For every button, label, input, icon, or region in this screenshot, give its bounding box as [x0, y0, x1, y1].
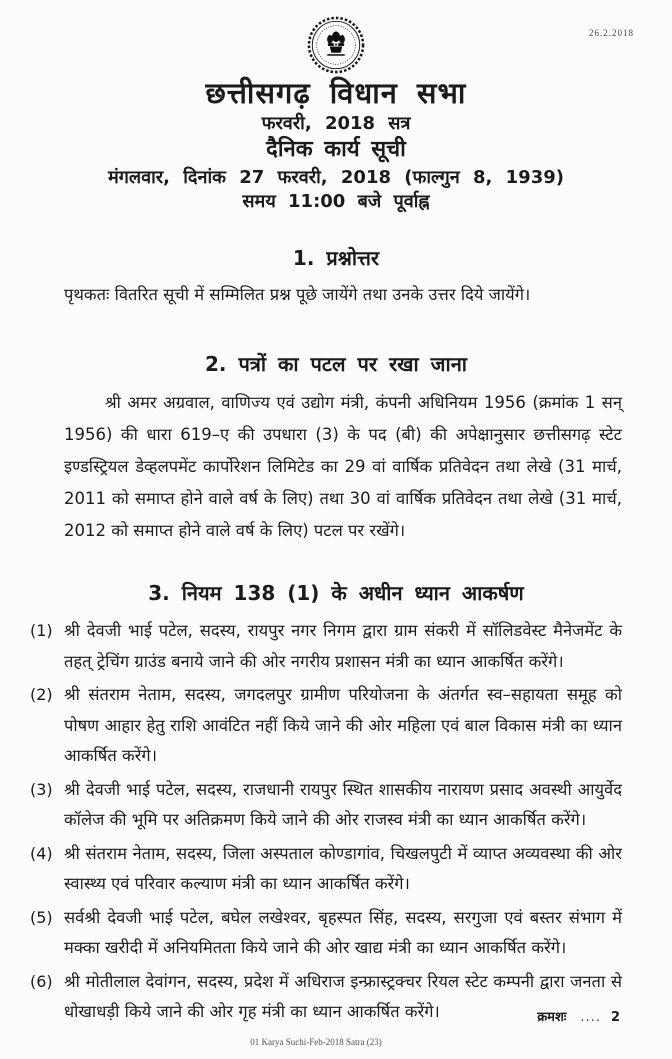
list-item — [30, 967, 622, 1028]
section-heading-call-attention: 3. नियम 138 (1) के अधीन ध्यान आकर्षण — [148, 581, 524, 605]
item-number: (1) — [30, 621, 53, 640]
session-line: फरवरी, 2018 सत्र — [261, 113, 411, 134]
list-item — [30, 775, 622, 836]
item-number: (6) — [30, 971, 53, 991]
item-text: श्री संतराम नेताम, सदस्य, जगदलपुर ग्रामीण परियोजना के अंतर्गत स्व–सहायता समूह को पोषण आहार हेतु राशि आवंटित नहीं किये जाने की ओर महिला एवं बाल विकास मंत्री का ध्यान आकर्षित करेंगे। — [64, 685, 622, 765]
sitting-date-line: मंगलवार, दिनांक 27 फरवरी, 2018 (फाल्गुन 8, 1939) — [108, 167, 564, 188]
item-text: सर्वश्री देवजी भाई पटेल, बघेल लखेश्वर, बृहस्पत सिंह, सदस्य, सरगुजा एवं बस्तर संभाग में मक्का खरीदी में अनियमितता किये जाने की ओर खाद्य मंत्री का ध्यान आकर्षित करेंगे। — [64, 907, 622, 957]
section-papers-laid — [0, 350, 672, 547]
item-text: श्री देवजी भाई पटेल, सदस्य, रायपुर नगर निगम द्वारा ग्राम संकरी में सॉलिडवेस्ट मैनेजमेंट के तहत् ट्रेचिंग ग्राउंड बनाये जाने की ओर नगरीय प्रशासन मंत्री का ध्यान आकर्षित करेंगे। — [64, 621, 622, 671]
section-call-attention — [0, 579, 672, 1028]
papers-body-text: श्री अमर अग्रवाल, वाणिज्य एवं उद्योग मंत्री, कंपनी अधिनियम 1956 (क्रमांक 1 सन् 1956) की धारा 619–ए की उपधारा (3) के पद (बी) की अपेक्षानुसार छत्तीसगढ़ स्टेट इण्डस्ट्रियल डेव्हलपमेंट कार्पोरेशन लिमिटेड का 29 वां वार्षिक प्रतिवेदन तथा लेखे (31 मार्च, 2011 को समाप्त होने वाले वर्ष के लिए) तथा 30 वां वार्षिक प्रतिवेदन तथा लेखे (31 मार्च, 2012 को समाप्त होने वाले वर्ष के लिए) पटल पर रखेंगे। — [64, 393, 622, 540]
section-heading-papers: 2. पत्रों का पटल पर रखा जाना — [205, 352, 467, 376]
footer-file-reference: 01 Karya Suchi-Feb-2018 Satra (23) — [250, 1037, 382, 1047]
continuation-label: क्रमशः — [537, 1010, 567, 1025]
handwritten-scan-date: 26.2.2018 — [589, 28, 634, 38]
list-item — [30, 839, 622, 900]
item-number: (4) — [30, 843, 53, 863]
section-questions — [0, 244, 672, 310]
item-text: श्री मोतीलाल देवांगन, सदस्य, प्रदेश में अधिराज इन्फ्रास्ट्रक्चर रियल स्टेट कम्पनी द्वारा जनता से धोखाधड़ी किये जाने की ओर गृह मंत्री का ध्यान आकर्षित करेंगे। — [64, 971, 622, 1021]
list-item — [30, 903, 622, 964]
call-attention-list — [30, 616, 622, 1028]
item-text: श्री देवजी भाई पटेल, सदस्य, राजधानी रायपुर स्थित शासकीय नारायण प्रसाद अवस्थी आयुर्वेद कॉलेज की भूमि पर अतिक्रमण किये जाने की ओर राजस्व मंत्री का ध्यान आकर्षित करेंगे। — [64, 779, 622, 829]
document-header — [0, 0, 672, 214]
document-title: दैनिक कार्य सूची — [266, 137, 406, 162]
questions-body-text: पृथकतः वितरित सूची में सम्मिलित प्रश्न पूछे जायेंगे तथा उनके उत्तर दिये जायेंगे। — [64, 285, 531, 304]
continuation-dots: .... — [580, 1010, 601, 1025]
assembly-title: छत्तीसगढ़ विधान सभा — [205, 76, 467, 110]
item-number: (5) — [30, 907, 53, 927]
sitting-time-line: समय 11:00 बजे पूर्वाह्न — [242, 191, 430, 212]
list-item — [30, 616, 622, 677]
item-number: (3) — [30, 779, 53, 799]
footer-continuation — [537, 1007, 620, 1025]
ashoka-emblem-seal-icon — [307, 16, 365, 74]
list-item — [30, 680, 622, 772]
item-number: (2) — [30, 685, 53, 704]
item-text: श्री संतराम नेताम, सदस्य, जिला अस्पताल कोण्डागांव, चिखलपुटी में व्याप्त अव्यवस्था की ओर स्वास्थ्य एवं परिवार कल्याण मंत्री का ध्यान आकर्षित करेंगे। — [64, 843, 622, 893]
next-page-number: 2 — [610, 1010, 620, 1025]
section-heading-questions: 1. प्रश्नोत्तर — [292, 246, 380, 270]
